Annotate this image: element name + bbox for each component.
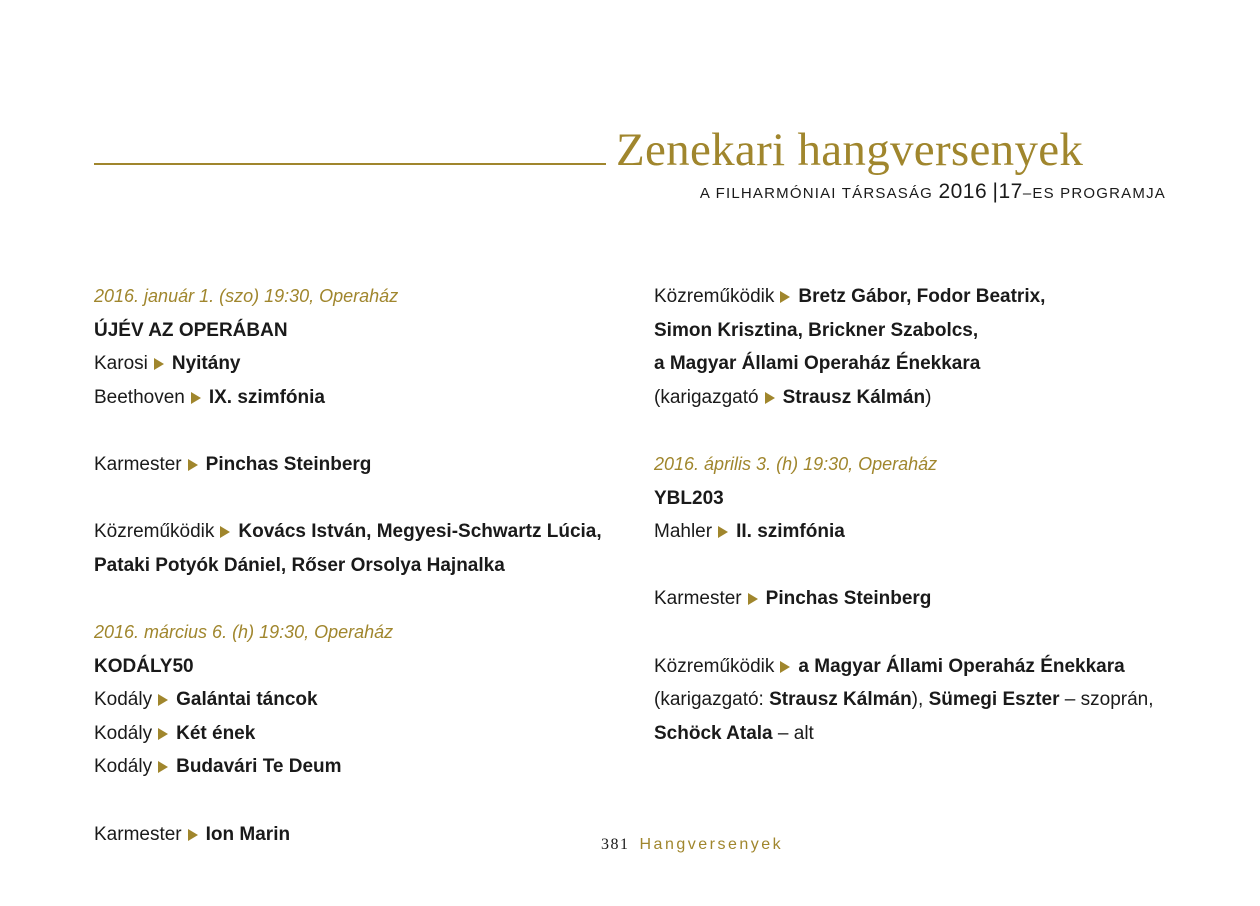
right-column — [654, 280, 1174, 750]
arrow-icon — [718, 526, 728, 538]
subtitle-year: 2016 — [938, 180, 988, 203]
text-fragment: ), — [911, 689, 929, 711]
performers-names: a Magyar Állami Operaház Énekkara — [798, 655, 1125, 677]
conductor-name: Pinchas Steinberg — [765, 588, 932, 610]
chorus-master-name: Strausz Kálmán — [769, 689, 912, 711]
composer: Kodály — [94, 689, 153, 711]
composer: Karosi — [94, 353, 148, 375]
work-title: Két ének — [176, 722, 256, 744]
conductor-label: Karmester — [654, 588, 742, 610]
text-fragment: (karigazgató: — [654, 689, 770, 711]
chorus-master-label: (karigazgató — [654, 386, 759, 408]
performers-label: Közreműködik — [654, 286, 775, 307]
concert-title: YBL203 — [654, 487, 724, 509]
header-rule — [94, 163, 606, 165]
conductor-line — [94, 448, 614, 482]
arrow-icon — [780, 291, 790, 303]
work-title: Nyitány — [171, 353, 241, 375]
page-footer — [601, 836, 783, 854]
performers-names: Bretz Gábor, Fodor Beatrix, — [798, 286, 1046, 307]
work-title: Budavári Te Deum — [176, 756, 342, 778]
performers-names: Pataki Potyók Dániel, Rőser Orsolya Hajnalka — [94, 554, 505, 576]
program-item — [94, 381, 614, 415]
conductor-name: Ion Marin — [205, 823, 291, 845]
concert-date: 2016. január 1. (szo) 19:30, Operaház — [94, 286, 399, 306]
composer: Kodály — [94, 722, 153, 744]
arrow-icon — [765, 392, 775, 404]
arrow-icon — [158, 728, 168, 740]
page-title: Zenekari hangversenyek — [616, 124, 1084, 176]
conductor-name: Pinchas Steinberg — [205, 453, 372, 475]
performers-detail-line — [654, 717, 1174, 751]
concert-date: 2016. április 3. (h) 19:30, Operaház — [654, 453, 938, 474]
arrow-icon — [158, 761, 168, 773]
arrow-icon — [158, 694, 168, 706]
composer: Mahler — [654, 521, 713, 543]
performers-names: Kovács István, Megyesi-Schwartz Lúcia, — [238, 521, 602, 543]
subtitle-separator: | — [992, 180, 999, 203]
performers-names: Simon Krisztina, Brickner Szabolcs, — [654, 319, 979, 341]
arrow-icon — [191, 392, 201, 404]
concert-date: 2016. március 6. (h) 19:30, Operaház — [94, 621, 394, 642]
soloist-name: Schöck Atala — [654, 722, 773, 744]
chorus-master-line — [654, 381, 1174, 415]
arrow-icon — [780, 661, 790, 673]
closing-paren: ) — [925, 386, 932, 408]
performers-line — [654, 650, 1174, 684]
subtitle-organization: A FILHARMÓNIAI TÁRSASÁG — [699, 185, 934, 202]
performers-label: Közreműködik — [94, 521, 215, 543]
voice-type: – szoprán, — [1059, 689, 1154, 711]
arrow-icon — [220, 526, 230, 538]
work-title: IX. szimfónia — [208, 386, 325, 408]
arrow-icon — [188, 829, 198, 841]
arrow-icon — [154, 358, 164, 370]
program-item — [94, 347, 614, 381]
performers-label: Közreműködik — [654, 655, 775, 677]
concert-title: ÚJÉV AZ OPERÁBAN — [94, 319, 288, 341]
subtitle-year-2: 17 — [998, 180, 1023, 203]
performers-line — [94, 515, 614, 549]
concert-title: KODÁLY50 — [94, 655, 194, 677]
subtitle-program: –ES PROGRAMJA — [1022, 185, 1166, 202]
composer: Kodály — [94, 756, 153, 778]
performers-detail-line — [654, 683, 1174, 717]
page-subtitle — [700, 180, 1166, 204]
voice-type: – alt — [772, 722, 814, 744]
conductor-label: Karmester — [94, 453, 182, 475]
page-number: 381 — [601, 836, 630, 853]
program-item — [654, 515, 1174, 549]
work-title: II. szimfónia — [736, 521, 845, 543]
conductor-line — [654, 582, 1174, 616]
program-item — [94, 717, 614, 751]
arrow-icon — [188, 459, 198, 471]
conductor-label: Karmester — [94, 823, 182, 845]
soloist-name: Sümegi Eszter — [928, 689, 1060, 711]
left-column — [94, 280, 614, 851]
program-item — [94, 683, 614, 717]
performers-names: a Magyar Állami Operaház Énekkara — [654, 353, 981, 375]
chorus-master-name: Strausz Kálmán — [782, 386, 926, 408]
conductor-line — [94, 818, 614, 852]
section-name: Hangversenyek — [639, 836, 784, 853]
composer: Beethoven — [94, 386, 185, 408]
work-title: Galántai táncok — [176, 689, 318, 711]
performers-line — [654, 280, 1174, 314]
arrow-icon — [748, 593, 758, 605]
program-item — [94, 750, 614, 784]
